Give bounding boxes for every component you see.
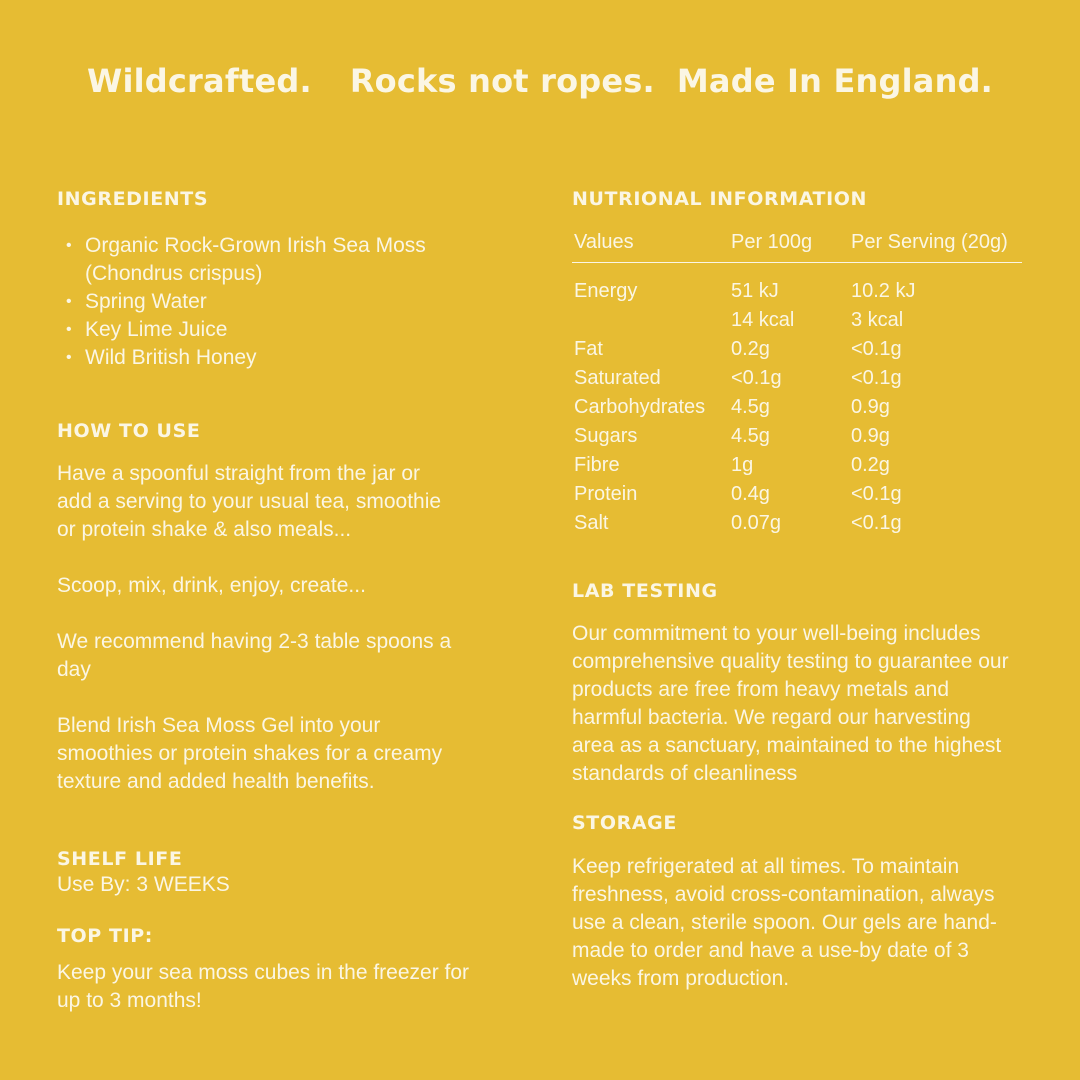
nutrient-name: Energy xyxy=(574,280,638,302)
nutrition-row xyxy=(572,422,1022,451)
value-per-100g: 0.4g xyxy=(731,483,770,505)
nutrition-row xyxy=(572,364,1022,393)
ingredients-section xyxy=(57,188,497,372)
nutrition-row xyxy=(572,451,1022,480)
how-to-use-paragraph: Blend Irish Sea Moss Gel into your smoothies or protein shakes for a creamy texture and added health benefits. xyxy=(57,714,443,793)
nutrient-name: Fat xyxy=(574,338,603,360)
value-per-100g: 4.5g xyxy=(731,396,770,418)
nutrition-section xyxy=(572,188,1032,538)
value-per-serving: 0.2g xyxy=(851,454,890,476)
storage-heading: STORAGE xyxy=(572,812,677,834)
ingredient-item: • Organic Rock-Grown Irish Sea Moss (Chondrus crispus) xyxy=(85,232,445,288)
value-per-serving: <0.1g xyxy=(851,367,902,389)
tagline-wildcrafted: Wildcrafted. xyxy=(86,62,312,100)
ingredient-item: • Spring Water xyxy=(85,288,497,316)
value-per-serving: <0.1g xyxy=(851,483,902,505)
nutrient-name: Salt xyxy=(574,512,609,534)
top-tip-section xyxy=(57,925,497,1015)
how-to-use-paragraph: We recommend having 2-3 table spoons a day xyxy=(57,630,452,681)
value-per-serving: 0.9g xyxy=(851,425,890,447)
lab-testing-text: Our commitment to your well-being includes comprehensive quality testing to guarantee our products are free from heavy metals and harmful bacteria. We regard our harvesting area as a sanctuary, maintained to the highest standards of cleanliness xyxy=(572,622,1009,785)
how-to-use-paragraph: Scoop, mix, drink, enjoy, create... xyxy=(57,574,366,597)
left-column xyxy=(57,0,497,1080)
value-per-100g: 0.07g xyxy=(731,512,782,534)
lab-testing-section xyxy=(572,580,1032,788)
how-to-use-paragraph: Have a spoonful straight from the jar or add a serving to your usual tea, smoothie or protein shake & also meals... xyxy=(57,462,442,541)
column-header-per-100g: Per 100g xyxy=(731,228,851,263)
how-to-use-section xyxy=(57,420,497,796)
top-tip-heading: TOP TIP: xyxy=(57,925,154,947)
how-to-use-heading: HOW TO USE xyxy=(57,420,201,442)
value-per-serving: 10.2 kJ xyxy=(851,280,916,302)
value-per-100g: 1g xyxy=(731,454,754,476)
nutrition-row xyxy=(572,306,1022,335)
storage-text: Keep refrigerated at all times. To maintain freshness, avoid cross-contamination, always use a clean, sterile spoon. Our gels are hand-made to order and have a use-by date of 3 weeks from production. xyxy=(572,855,997,990)
column-header-values: Values xyxy=(572,228,731,263)
ingredient-item: • Wild British Honey xyxy=(85,344,497,372)
nutrient-name: Saturated xyxy=(574,367,661,389)
nutrition-row xyxy=(572,263,1022,307)
nutrition-row xyxy=(572,335,1022,364)
value-per-serving: <0.1g xyxy=(851,512,902,534)
nutrition-heading: NUTRIONAL INFORMATION xyxy=(572,188,868,210)
storage-section xyxy=(572,812,1032,993)
ingredients-list xyxy=(57,232,497,372)
nutrient-name: Sugars xyxy=(574,425,638,447)
shelf-life-heading: SHELF LIFE xyxy=(57,848,183,870)
nutrition-header-row xyxy=(572,228,1022,263)
nutrition-row xyxy=(572,509,1022,538)
value-per-100g: 51 kJ xyxy=(731,280,779,302)
value-per-100g: <0.1g xyxy=(731,367,782,389)
ingredient-item: • Key Lime Juice xyxy=(85,316,497,344)
tagline-made-in-england: Made In England. xyxy=(676,62,994,100)
value-per-100g: 14 kcal xyxy=(731,309,795,331)
nutrition-table xyxy=(572,228,1022,538)
value-per-serving: 0.9g xyxy=(851,396,890,418)
nutrition-row xyxy=(572,480,1022,509)
right-column xyxy=(572,0,1032,1080)
value-per-100g: 0.2g xyxy=(731,338,770,360)
ingredients-heading: INGREDIENTS xyxy=(57,188,209,210)
nutrition-row xyxy=(572,393,1022,422)
shelf-life-text: Use By: 3 WEEKS xyxy=(57,873,230,896)
tagline-rocks-not-ropes: Rocks not ropes. xyxy=(349,62,655,100)
nutrient-name xyxy=(572,306,731,335)
value-per-serving: <0.1g xyxy=(851,338,902,360)
nutrient-name: Fibre xyxy=(574,454,620,476)
nutrient-name: Carbohydrates xyxy=(574,396,706,418)
shelf-life-section xyxy=(57,848,497,899)
nutrient-name: Protein xyxy=(574,483,638,505)
value-per-serving: 3 kcal xyxy=(851,309,904,331)
lab-testing-heading: LAB TESTING xyxy=(572,580,718,602)
top-tip-text: Keep your sea moss cubes in the freezer for up to 3 months! xyxy=(57,961,470,1012)
column-header-per-serving: Per Serving (20g) xyxy=(851,228,1022,263)
value-per-100g: 4.5g xyxy=(731,425,770,447)
